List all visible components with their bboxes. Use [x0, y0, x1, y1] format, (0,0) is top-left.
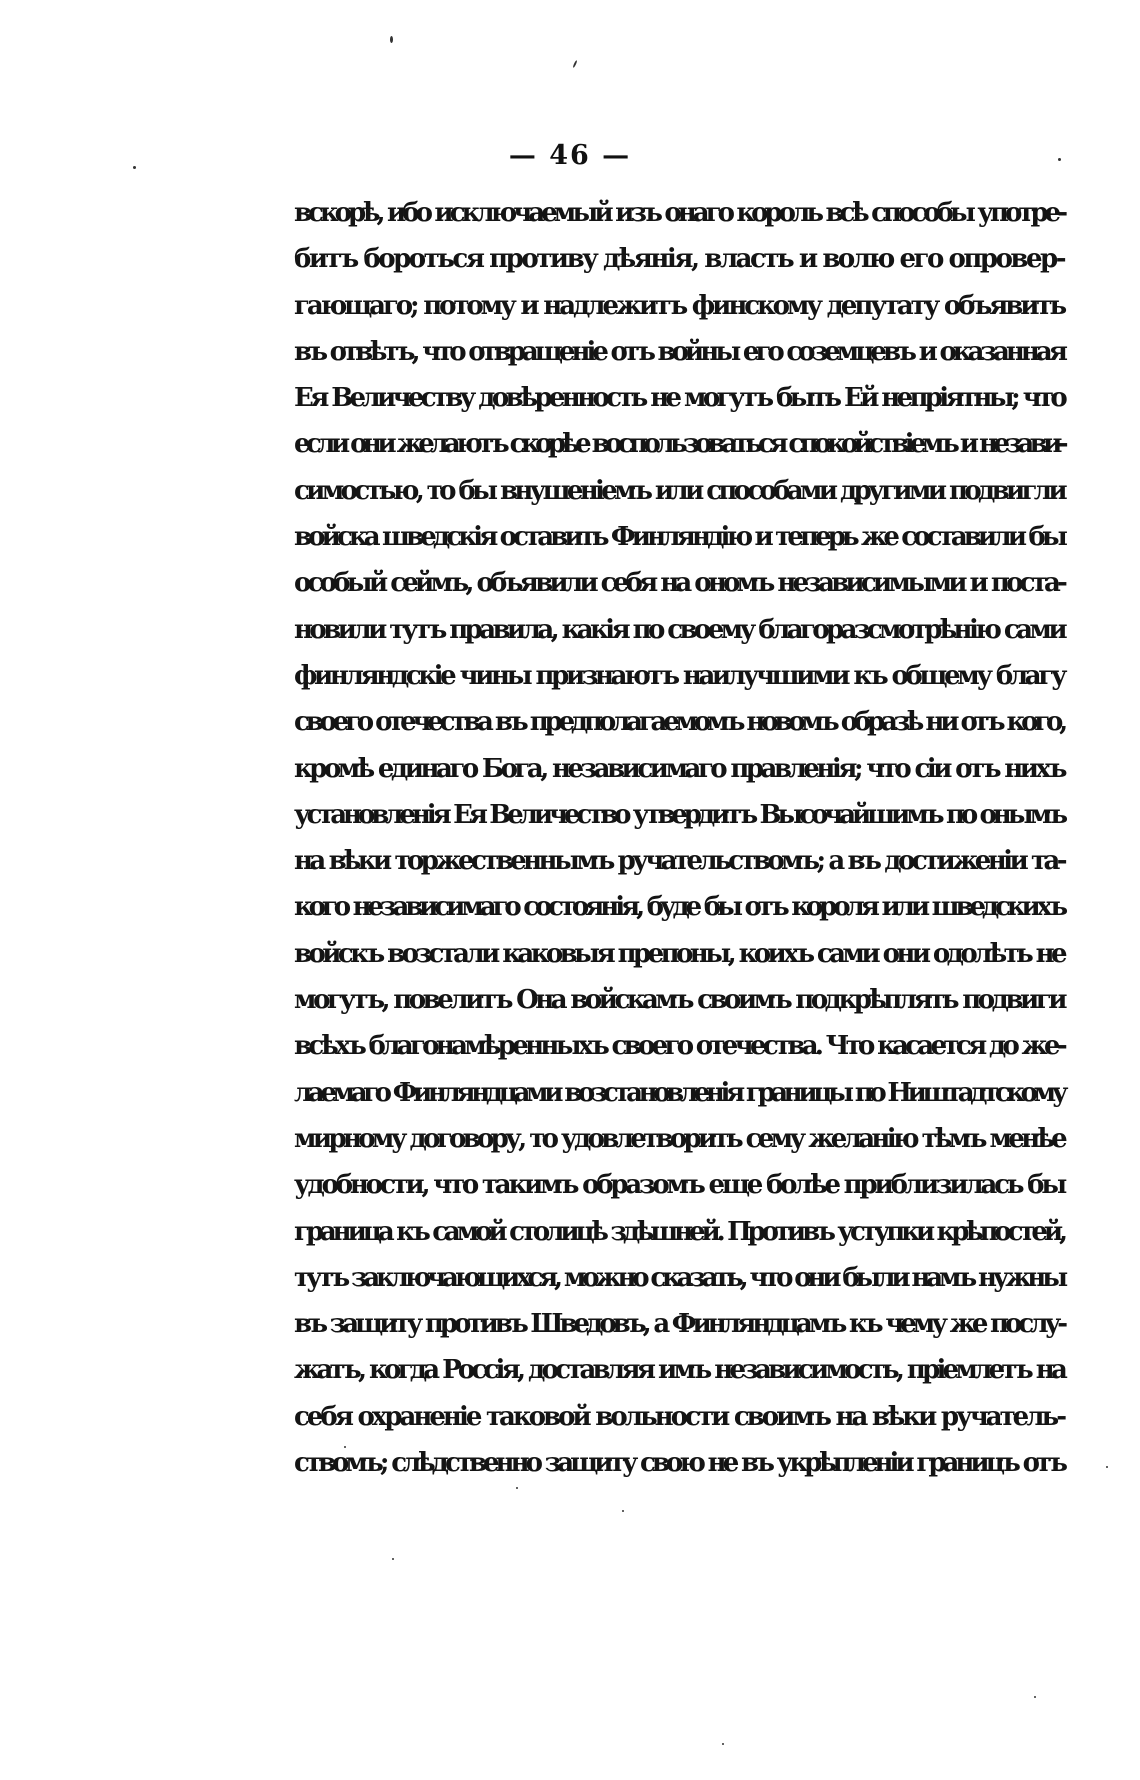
text-line: особый сеймъ, объявили себя на ономъ независимыми и поста-	[294, 568, 1064, 599]
text-line: ствомъ; слѣдственно защиту свою не въ укрѣпленіи границъ отъ	[294, 1448, 1064, 1479]
text-line: кромѣ единаго Бога, независимаго правленія; что сіи отъ нихъ	[294, 753, 1064, 784]
text-line: жатъ, когда Россія, доставляя имъ независимость, пріемлетъ на	[294, 1355, 1064, 1386]
text-line: новили тутъ правила, какія по своему благоразсмотрѣнію сами	[294, 614, 1064, 645]
page-number: — 46 —	[508, 140, 632, 171]
text-line: установленія Ея Величество утвердитъ Высочайшимъ по онымъ	[294, 799, 1064, 830]
text-line: тутъ заключающихся, можно сказать, что они были намъ нужны	[294, 1262, 1064, 1293]
text-line: финляндскіе чины признаютъ наилучшими къ общему благу	[294, 660, 1064, 691]
text-line: въ отвѣтъ, что отвращеніе отъ войны его соземцевъ и оказанная	[294, 336, 1064, 367]
text-line: своего отечества въ предполагаемомъ новомъ образѣ ни отъ кого,	[294, 707, 1064, 738]
text-line: мирному договору, то удовлетворить сему желанію тѣмъ менѣе	[294, 1123, 1064, 1154]
text-line: удобности, что такимъ образомъ еще болѣе приблизилась бы	[294, 1170, 1065, 1201]
text-line: кого независимаго состоянія, буде бы отъ короля или шведскихъ	[294, 892, 1064, 923]
text-line: вскорѣ, ибо исключаемый изъ онаго король всѣ способы употре-	[294, 198, 1064, 228]
text-line: граница къ самой столицѣ здѣшней. Противъ уступки крѣпостей,	[294, 1216, 1064, 1247]
text-line: войскъ возстали каковыя препоны, коихъ сами они одолѣть не	[294, 938, 1064, 969]
text-line: битъ бороться противу дѣянія, власть и волю его опровер-	[294, 244, 1064, 275]
text-line: гающаго; потому и надлежитъ финскому депутату объявить	[294, 290, 1064, 321]
text-line: симостью, то бы внушеніемъ или способами другими подвигли	[294, 475, 1064, 506]
text-line: лаемаго Финляндцами возстановленія границы по Ништадтскому	[294, 1077, 1064, 1108]
text-line: войска шведскія оставить Финляндію и теперь же составили бы	[294, 522, 1064, 553]
text-line: въ защиту противъ Шведовъ, а Финляндцамъ къ чему же послу-	[294, 1309, 1064, 1340]
text-line: если они желаютъ скорѣе воспользоваться спокойствіемъ и незави-	[294, 429, 1064, 460]
text-line: могутъ, повелитъ Она войскамъ своимъ подкрѣплять подвиги	[294, 985, 1064, 1016]
text-line: всѣхъ благонамѣренныхъ своего отечества. Что касается до же-	[294, 1031, 1064, 1062]
body-text	[294, 190, 1064, 1486]
text-line: себя охраненіе таковой вольности своимъ на вѣки ручатель-	[294, 1401, 1064, 1432]
text-line: на вѣки торжественнымъ ручательствомъ; а въ достиженіи та-	[294, 846, 1064, 877]
text-line: Ея Величеству довѣренность не могутъ быть Ей непріятны; что	[294, 383, 1064, 414]
